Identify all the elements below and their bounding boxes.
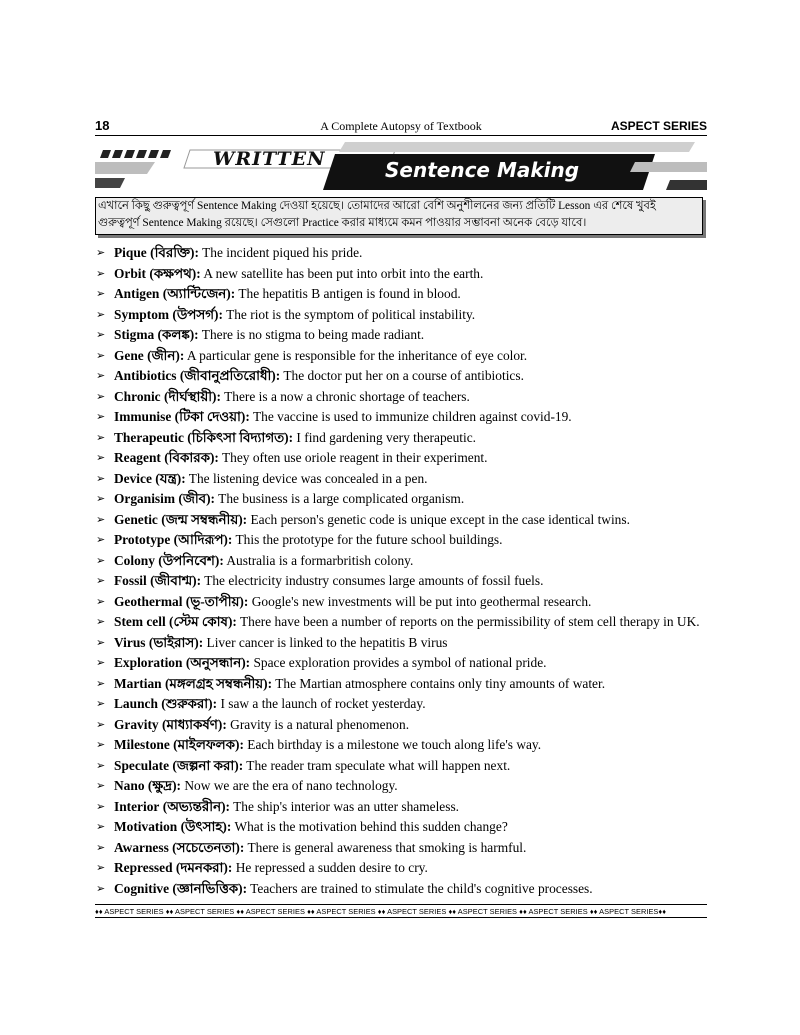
- bullet-arrow-icon: ➢: [96, 452, 106, 465]
- term-word: Therapeutic: [114, 429, 184, 445]
- list-item: [96, 448, 708, 469]
- term-word: Interior: [114, 798, 160, 814]
- example-sentence: Gravity is a natural phenomenon.: [230, 716, 410, 732]
- term-bangla-meaning: (অ্যান্টিজেন):: [162, 286, 236, 302]
- bullet-arrow-icon: ➢: [96, 349, 106, 362]
- list-item: [96, 551, 708, 572]
- list-item: [96, 428, 708, 449]
- list-item: [96, 284, 708, 305]
- term-word: Motivation: [114, 819, 178, 835]
- list-item: [96, 592, 708, 613]
- term-bangla-meaning: (ক্ষুদ্র):: [147, 778, 181, 794]
- term-word: Colony: [114, 552, 155, 568]
- bullet-arrow-icon: ➢: [96, 390, 106, 403]
- term-bangla-meaning: (জ্ঞানভিত্তিক):: [172, 880, 248, 896]
- bullet-arrow-icon: ➢: [96, 267, 106, 280]
- term-bangla-meaning: (কক্ষপথ):: [149, 265, 201, 281]
- example-sentence: I find gardening very therapeutic.: [296, 429, 477, 445]
- bullet-arrow-icon: ➢: [96, 513, 106, 526]
- list-item: [96, 735, 708, 756]
- example-sentence: The reader tram speculate what will happen next.: [246, 757, 511, 773]
- list-item: [96, 489, 708, 510]
- term-word: Gene: [114, 347, 144, 363]
- term-bangla-meaning: (শুরুকরা):: [161, 696, 218, 712]
- bullet-arrow-icon: ➢: [96, 493, 106, 506]
- bullet-arrow-icon: ➢: [96, 862, 106, 875]
- bullet-arrow-icon: ➢: [96, 554, 106, 567]
- term-word: Repressed: [114, 860, 173, 876]
- bullet-arrow-icon: ➢: [96, 677, 106, 690]
- list-item: [96, 612, 708, 633]
- bullet-arrow-icon: ➢: [96, 800, 106, 813]
- example-sentence: Liver cancer is linked to the hepatitis B virus: [206, 634, 448, 650]
- term-word: Stigma: [114, 327, 155, 343]
- term-word: Launch: [114, 696, 158, 712]
- bullet-arrow-icon: ➢: [96, 718, 106, 731]
- intro-note: [95, 197, 703, 235]
- example-sentence: A new satellite has been put into orbit into the earth.: [203, 265, 484, 281]
- list-item: [96, 387, 708, 408]
- list-item: [96, 633, 708, 654]
- term-bangla-meaning: (যন্ত্র):: [155, 470, 186, 486]
- banner-left-label: WRITTEN: [213, 148, 326, 170]
- term-bangla-meaning: (মাধ্যাকর্ষণ):: [161, 716, 227, 732]
- banner-title: Sentence Making: [385, 158, 580, 182]
- bullet-arrow-icon: ➢: [96, 821, 106, 834]
- bullet-arrow-icon: ➢: [96, 575, 106, 588]
- bullet-arrow-icon: ➢: [96, 288, 106, 301]
- example-sentence: They often use oriole reagent in their experiment.: [221, 450, 488, 466]
- footer-rule-top: [95, 904, 707, 905]
- term-bangla-meaning: (দীর্ঘস্থায়ী):: [164, 388, 221, 404]
- intro-line-2: গুরুত্বপূর্ণ Sentence Making রয়েছে। সেগুলো Practice করার মাধ্যমে কমন পাওয়ার সম্ভাবনা অনেক বেড়ে যাবে।: [98, 217, 587, 229]
- list-item: [96, 653, 708, 674]
- term-bangla-meaning: (উপনিবেশ):: [158, 552, 224, 568]
- list-item: [96, 510, 708, 531]
- list-item: [96, 243, 708, 264]
- list-item: [96, 817, 708, 838]
- bullet-arrow-icon: ➢: [96, 616, 106, 629]
- term-bangla-meaning: (সচেতেনতা):: [172, 839, 245, 855]
- term-word: Prototype: [114, 532, 171, 548]
- example-sentence: The Martian atmosphere contains only tiny amounts of water.: [275, 675, 606, 691]
- series-name: ASPECT SERIES: [610, 119, 707, 133]
- bullet-arrow-icon: ➢: [96, 739, 106, 752]
- section-banner: [95, 140, 707, 192]
- example-sentence: Australia is a formarbritish colony.: [226, 552, 414, 568]
- list-item: [96, 674, 708, 695]
- bullet-arrow-icon: ➢: [96, 431, 106, 444]
- term-bangla-meaning: (চিকিৎসা বিদ্যাগত):: [187, 429, 294, 445]
- list-item: [96, 715, 708, 736]
- example-sentence: The business is a large complicated organism.: [218, 491, 465, 507]
- term-word: Genetic: [114, 511, 158, 527]
- bullet-arrow-icon: ➢: [96, 411, 106, 424]
- page-number: 18: [95, 118, 110, 133]
- term-word: Fossil: [114, 573, 147, 589]
- term-word: Antibiotics: [114, 368, 177, 384]
- bullet-arrow-icon: ➢: [96, 534, 106, 547]
- term-word: Gravity: [114, 716, 159, 732]
- term-bangla-meaning: (অভ্যন্তরীন):: [162, 798, 230, 814]
- term-bangla-meaning: (জীবাশ্ম):: [150, 573, 202, 589]
- term-bangla-meaning: (টিকা দেওয়া):: [174, 409, 250, 425]
- list-item: [96, 530, 708, 551]
- example-sentence: Each birthday is a milestone we touch along life's way.: [247, 737, 542, 753]
- example-sentence: The hepatitis B antigen is found in blood.: [238, 286, 461, 302]
- term-bangla-meaning: (অনুসন্ধান):: [185, 655, 251, 671]
- bullet-arrow-icon: ➢: [96, 636, 106, 649]
- term-word: Speculate: [114, 757, 170, 773]
- list-item: [96, 366, 708, 387]
- term-word: Cognitive: [114, 880, 170, 896]
- bullet-arrow-icon: ➢: [96, 247, 106, 259]
- example-sentence: Each person's genetic code is unique except in the case identical twins.: [250, 511, 630, 527]
- example-sentence: The electricity industry consumes large amounts of fossil fuels.: [204, 573, 544, 589]
- term-bangla-meaning: (জল্পনা করা):: [172, 757, 244, 773]
- term-bangla-meaning: (বিকারক):: [164, 450, 219, 466]
- term-word: Orbit: [114, 265, 146, 281]
- term-word: Antigen: [114, 286, 160, 302]
- list-item: [96, 346, 708, 367]
- example-sentence: There is no stigma to being made radiant.: [201, 327, 425, 343]
- term-word: Martian: [114, 675, 162, 691]
- term-bangla-meaning: (মাইলফলক):: [173, 737, 244, 753]
- list-item: [96, 756, 708, 777]
- header-rule: [95, 135, 707, 136]
- term-bangla-meaning: (ভাইরাস):: [148, 634, 204, 650]
- example-sentence: He repressed a sudden desire to cry.: [235, 860, 428, 876]
- term-bangla-meaning: (মঙ্গলগ্রহ সম্বন্ধনীয়):: [164, 675, 273, 691]
- term-word: Stem cell: [114, 614, 166, 630]
- list-item: [96, 305, 708, 326]
- list-item: [96, 325, 708, 346]
- term-bangla-meaning: (উৎসাহ):: [180, 819, 232, 835]
- example-sentence: The riot is the symptom of political instability.: [226, 306, 476, 322]
- example-sentence: There is a now a chronic shortage of teachers.: [224, 388, 470, 404]
- term-bangla-meaning: (উপসর্গ):: [172, 306, 223, 322]
- term-bangla-meaning: (জন্ম সম্বন্ধনীয়):: [161, 511, 248, 527]
- bullet-arrow-icon: ➢: [96, 370, 106, 383]
- list-item: [96, 879, 708, 900]
- term-bangla-meaning: (বিরক্তি):: [150, 245, 199, 260]
- example-sentence: Google's new investments will be put into geothermal research.: [251, 593, 592, 609]
- example-sentence: The doctor put her on a course of antibiotics.: [283, 368, 524, 384]
- bullet-arrow-icon: ➢: [96, 595, 106, 608]
- example-sentence: Now we are the era of nano technology.: [184, 778, 398, 794]
- term-bangla-meaning: (আদিরূপ):: [173, 532, 233, 548]
- example-sentence: I saw a the launch of rocket yesterday.: [220, 696, 426, 712]
- list-item: [96, 264, 708, 285]
- list-item: [96, 694, 708, 715]
- term-bangla-meaning: (জীন):: [147, 347, 185, 363]
- bullet-arrow-icon: ➢: [96, 698, 106, 711]
- term-word: Nano: [114, 778, 145, 794]
- page-header: [95, 118, 707, 134]
- term-word: Virus: [114, 634, 146, 650]
- list-item: [96, 469, 708, 490]
- book-title: A Complete Autopsy of Textbook: [320, 119, 482, 133]
- list-item: [96, 776, 708, 797]
- term-word: Immunise: [114, 409, 172, 425]
- footer-series-strip: ♦♦ ASPECT SERIES ♦♦ ASPECT SERIES ♦♦ ASPECT SERIES ♦♦ ASPECT SERIES ♦♦ ASPECT SERIES ♦♦ ASPECT SERIES ♦♦ ASPECT SERIES ♦♦ ASPECT SERIES♦♦: [95, 907, 667, 916]
- term-word: Geothermal: [114, 593, 183, 609]
- example-sentence: The ship's interior was an utter shameless.: [233, 798, 460, 814]
- example-sentence: The incident piqued his pride.: [202, 245, 363, 260]
- term-bangla-meaning: (দমনকরা):: [175, 860, 233, 876]
- term-word: Organisim: [114, 491, 176, 507]
- term-list: [96, 243, 708, 900]
- example-sentence: There have been a number of reports on the permissibility of stem cell therapy in UK.: [239, 614, 700, 630]
- example-sentence: Space exploration provides a symbol of national pride.: [253, 655, 547, 671]
- example-sentence: The listening device was concealed in a pen.: [188, 470, 428, 486]
- list-item: [96, 858, 708, 879]
- term-word: Awarness: [114, 839, 169, 855]
- term-word: Pique: [114, 245, 147, 260]
- example-sentence: A particular gene is responsible for the inheritance of eye color.: [186, 347, 528, 363]
- example-sentence: This the prototype for the future school buildings.: [235, 532, 503, 548]
- term-word: Device: [114, 470, 152, 486]
- term-word: Reagent: [114, 450, 161, 466]
- term-bangla-meaning: (স্টেম কোষ):: [169, 614, 237, 630]
- example-sentence: What is the motivation behind this sudden change?: [234, 819, 508, 835]
- list-item: [96, 797, 708, 818]
- term-bangla-meaning: (কলঙ্ক):: [157, 327, 199, 343]
- bullet-arrow-icon: ➢: [96, 759, 106, 772]
- bullet-arrow-icon: ➢: [96, 329, 106, 342]
- example-sentence: The vaccine is used to immunize children against covid-19.: [252, 409, 572, 425]
- bullet-arrow-icon: ➢: [96, 308, 106, 321]
- term-word: Exploration: [114, 655, 183, 671]
- term-word: Chronic: [114, 388, 161, 404]
- bullet-arrow-icon: ➢: [96, 472, 106, 485]
- bullet-arrow-icon: ➢: [96, 780, 106, 793]
- footer-rule-bottom: [95, 917, 707, 918]
- list-item: [96, 571, 708, 592]
- list-item: [96, 838, 708, 859]
- list-item: [96, 407, 708, 428]
- example-sentence: There is general awareness that smoking is harmful.: [247, 839, 527, 855]
- bullet-arrow-icon: ➢: [96, 882, 106, 895]
- example-sentence: Teachers are trained to stimulate the child's cognitive processes.: [250, 880, 593, 896]
- term-bangla-meaning: (জীব):: [178, 491, 216, 507]
- term-bangla-meaning: (জীবানুপ্রতিরোধী):: [179, 368, 281, 384]
- bullet-arrow-icon: ➢: [96, 657, 106, 670]
- intro-line-1: এখানে কিছু গুরুত্বপূর্ণ Sentence Making দেওয়া হয়েছে। তোমাদের আরো বেশি অনুশীলনের জন্য প্রতিটি Lesson এর শেষে খুবই: [98, 200, 656, 212]
- term-bangla-meaning: (ভূ-তাপীয়):: [185, 593, 249, 609]
- term-word: Symptom: [114, 306, 170, 322]
- term-word: Milestone: [114, 737, 170, 753]
- bullet-arrow-icon: ➢: [96, 841, 106, 854]
